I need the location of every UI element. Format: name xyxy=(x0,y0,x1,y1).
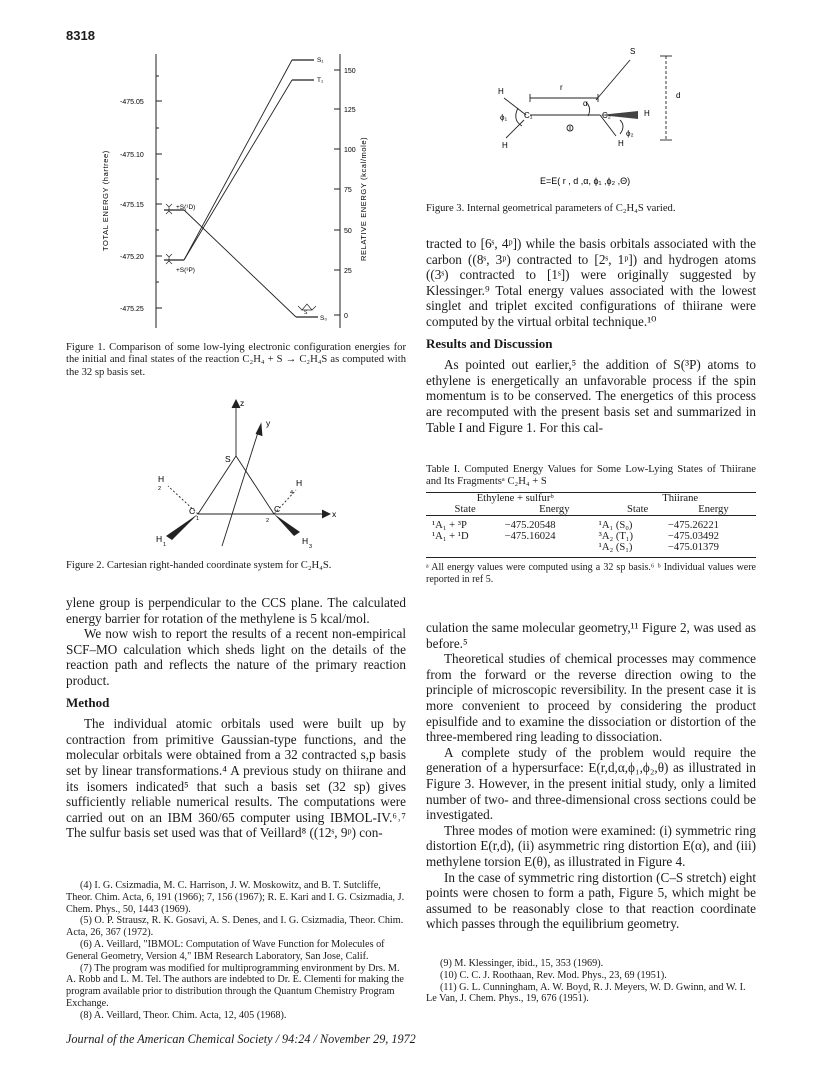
paragraph: The individual atomic orbitals used were built up by contraction from primitive Gaussian-type functions, and the molecular orbitals were obtained from a 32 contracted s,p basis set by linear transformations.⁴ A previous study on thiirane and its isomers indicated⁵ that such a basis set (32 sp) gives sufficiently reliable numerical results. The computations were carried out on an IBM 360/65 computer using IBMOL-IV.⁶˒⁷ The sulfur basis set used was that of Veillard⁸ ((12ˢ, 9ᵖ) con- xyxy=(66,716,406,841)
paragraph: As pointed out earlier,⁵ the addition of S(³P) atoms to ethylene is energetically an unfavorable process if the spin momentum is to be conserved. The energetics of this process are recomputed with the present basis set and summarized in Table I and Figure 1. For this cal- xyxy=(426,357,756,435)
h1-atom-label: H xyxy=(156,534,163,544)
journal-footer: Journal of the American Chemical Society / 94:24 / November 29, 1972 xyxy=(66,1032,416,1046)
y-left-tick: -475.25 xyxy=(120,306,144,313)
paragraph: In the case of symmetric ring distortion (C–S stretch) eight points were chosen to form a path, Figure 5, which might be assumed to be reasonably close to that reaction coordinate which passes through the equilibrium geometry. xyxy=(426,869,756,932)
references-right xyxy=(426,958,756,1005)
figure-1-energy-diagram xyxy=(84,46,374,336)
y-left-tick: -475.20 xyxy=(120,254,144,261)
thiirane-s-label: S xyxy=(304,310,308,316)
table-group-header: Thiirane xyxy=(662,493,699,504)
h2-atom-label: H xyxy=(158,474,165,484)
table-row: ¹A₁ + ³P −475.20548 ¹A₁ (S₀) −475.26221 xyxy=(432,520,719,531)
h3-atom-label: H xyxy=(302,536,309,546)
y-right-tick: 25 xyxy=(344,268,352,275)
d-state-label: +S(¹D) xyxy=(176,204,196,211)
table-col-header: State xyxy=(627,504,649,515)
table-group-header: Ethylene + sulfurᵇ xyxy=(476,493,554,504)
y-right-tick: 75 xyxy=(344,187,352,194)
reference-item: (8) A. Veillard, Theor. Chim. Acta, 12, 405 (1968). xyxy=(80,1009,287,1021)
y-right-tick: 150 xyxy=(344,68,356,75)
page-number: 8318 xyxy=(66,28,95,43)
reference-item: (6) A. Veillard, "IBMOL: Computation of Wave Function for Molecules of General Geometry, Version 4," IBM Research Laboratory, San Jose, Calif. xyxy=(66,938,385,962)
paragraph: tracted to [6ˢ, 4ᵖ]) while the basis orbitals associated with the carbon ((8ˢ, 3ᵖ) contracted to [2ˢ, 1ᵖ]) and hydrogen atoms ((3ˢ) contracted to [1ˢ]) were originally suggested by Klessinger.⁹ Total energy values associated with the lowest singlet and triplet excited configurations of thiirane were computed by the virtual orbital technique.¹⁰ xyxy=(426,236,756,329)
y-right-tick: 50 xyxy=(344,228,352,235)
svg-text:4: 4 xyxy=(290,490,294,496)
h4-atom-label: H xyxy=(296,478,303,488)
c1-atom-label: C₁ xyxy=(524,111,533,120)
y-left-axis-label: TOTAL ENERGY (hartree) xyxy=(101,150,110,251)
phi2-label: ϕ₂ xyxy=(626,129,634,138)
s1-label: S₁ xyxy=(317,57,324,64)
reference-item: (4) I. G. Csizmadia, M. C. Harrison, J. W. Moskowitz, and B. T. Sutcliffe, Theor. Chim. Acta, 6, 191 (1966); 7, 156 (1967); R. E. Kari and I. G. Csizmadia, J. Chem. Phys., 50, 1443 (1969). xyxy=(66,880,405,915)
table-col-header: Energy xyxy=(539,504,570,515)
reference-item: (7) The program was modified for multiprogramming environment by Drs. M. A. Robb and L. M. Tel. The authors are indebted to Dr. E. Clementi for making the program available prior to distribution through the Quantum Chemistry Program Exchange. xyxy=(66,962,404,1009)
phi1-label: ϕ₁ xyxy=(500,113,508,122)
y-right-axis-label: RELATIVE ENERGY (kcal/mole) xyxy=(359,136,368,261)
right-column-text-bottom xyxy=(426,620,756,932)
y-axis-label: y xyxy=(266,418,271,428)
right-column-text-top xyxy=(426,236,756,435)
paragraph: ylene group is perpendicular to the CCS plane. The calculated energy barrier for rotation of the methylene is 5 kcal/mol. xyxy=(66,595,406,626)
t1-label: T₁ xyxy=(317,77,324,84)
h-atom-label: H xyxy=(618,139,624,148)
section-heading-results: Results and Discussion xyxy=(426,335,553,351)
r-label: r xyxy=(560,83,563,92)
paragraph: We now wish to report the results of a recent non-empirical SCF–MO calculation which sheds light on the details of the reaction path and reflects the nature of the primary reaction product. xyxy=(66,626,406,688)
h-atom-label: H xyxy=(644,109,650,118)
svg-text:3: 3 xyxy=(309,544,313,550)
alpha-label: α xyxy=(583,99,588,108)
c2-atom-label: C₂ xyxy=(602,111,611,120)
section-heading-method: Method xyxy=(66,694,110,710)
left-column-text xyxy=(66,595,406,841)
svg-text:1: 1 xyxy=(196,516,200,522)
y-left-tick: -475.15 xyxy=(120,202,144,209)
table-1-title: Table I. Computed Energy Values for Some Low-Lying States of Thiirane and Its Fragmentsᵃ C₂H₄ + S xyxy=(426,464,756,488)
paragraph: A complete study of the problem would require the generation of a hypersurface: E(r,d,α,ϕ₁,ϕ₂,θ) as illustrated in Figure 3. However, in the present initial study, only a limited number of two- and three-dimensional cross sections could be investigated. xyxy=(426,744,756,823)
table-col-header: Energy xyxy=(698,504,729,515)
reference-item: (11) G. L. Cunningham, A. W. Boyd, R. J. Meyers, W. D. Gwinn, and W. I. Le Van, J. Chem. Phys., 19, 676 (1951). xyxy=(426,981,746,1005)
paragraph: culation the same molecular geometry,¹¹ Figure 2, was used as before.⁵ xyxy=(426,620,756,651)
table-col-header: State xyxy=(454,504,476,515)
paragraph: Theoretical studies of chemical processes may commence from the forward or the reverse direction owing to the principle of microscopic reversibility. In the present case it is more convenient to proceed by considering the product episulfide and to examine the dissociation or distortion of the three-membered ring leading to dissociation. xyxy=(426,651,756,745)
y-left-tick: -475.10 xyxy=(120,152,144,159)
figure-3-caption: Figure 3. Internal geometrical parameters of C₂H₄S varied. xyxy=(426,203,676,214)
paragraph: Three modes of motion were examined: (i) symmetric ring distortion E(r,d), (ii) asymmetric ring distortion E(α), and (iii) methylene torsion E(θ), as illustrated in Figure 4. xyxy=(426,822,756,869)
h-atom-label: H xyxy=(502,141,508,150)
svg-text:1: 1 xyxy=(163,542,167,548)
h-atom-label: H xyxy=(498,87,504,96)
figure-3-internal-parameters xyxy=(478,40,718,192)
figure-2-caption: Figure 2. Cartesian right-handed coordinate system for C₂H₄S. xyxy=(66,560,332,571)
svg-text:2: 2 xyxy=(266,518,270,524)
reference-item: (10) C. C. J. Roothaan, Rev. Mod. Phys., 23, 69 (1951). xyxy=(440,969,667,981)
c1-atom-label: C xyxy=(189,506,196,516)
y-right-tick: 100 xyxy=(344,147,356,154)
z-axis-label: z xyxy=(240,398,245,408)
table-footnote: ᵃ All energy values were computed using a 32 sp basis.⁶ ᵇ Individual values were reported in ref 5. xyxy=(426,557,756,586)
y-right-tick: 125 xyxy=(344,107,356,114)
reference-item: (5) O. P. Strausz, R. K. Gosavi, A. S. Denes, and I. G. Csizmadia, Theor. Chim. Acta, 26, 367 (1972). xyxy=(66,915,404,939)
table-row: ¹A₁ + ¹D −475.16024 ³A₂ (T₁) −475.03492 xyxy=(432,531,719,542)
s0-label: S₀ xyxy=(320,315,328,322)
table-row: ¹A₂ (S₁) −475.01379 xyxy=(598,542,719,553)
svg-text:2: 2 xyxy=(158,486,162,492)
y-right-tick: 0 xyxy=(344,313,348,320)
s-atom-label: S xyxy=(630,47,636,56)
references-left xyxy=(66,880,406,1022)
figure-1-caption: Figure 1. Comparison of some low-lying electronic configuration energies for the initial and final states of the reaction C₂H₄ + S → C₂H₄S as computed with the 32 sp basis set. xyxy=(66,342,406,378)
s-atom-label: S xyxy=(225,454,231,464)
c2-atom-label: C xyxy=(274,504,281,514)
reference-item: (9) M. Klessinger, ibid., 15, 353 (1969). xyxy=(440,958,604,969)
table-1 xyxy=(426,490,756,586)
y-left-tick: -475.05 xyxy=(120,99,144,106)
energy-function-equation: E=E( r , d ,α, ϕ₁ ,ϕ₂ ,Θ) xyxy=(540,176,631,186)
x-axis-label: x xyxy=(332,509,337,519)
figure-2-coordinate-system xyxy=(136,396,376,556)
d-label: d xyxy=(676,91,681,100)
p-state-label: +S(³P) xyxy=(176,267,195,274)
